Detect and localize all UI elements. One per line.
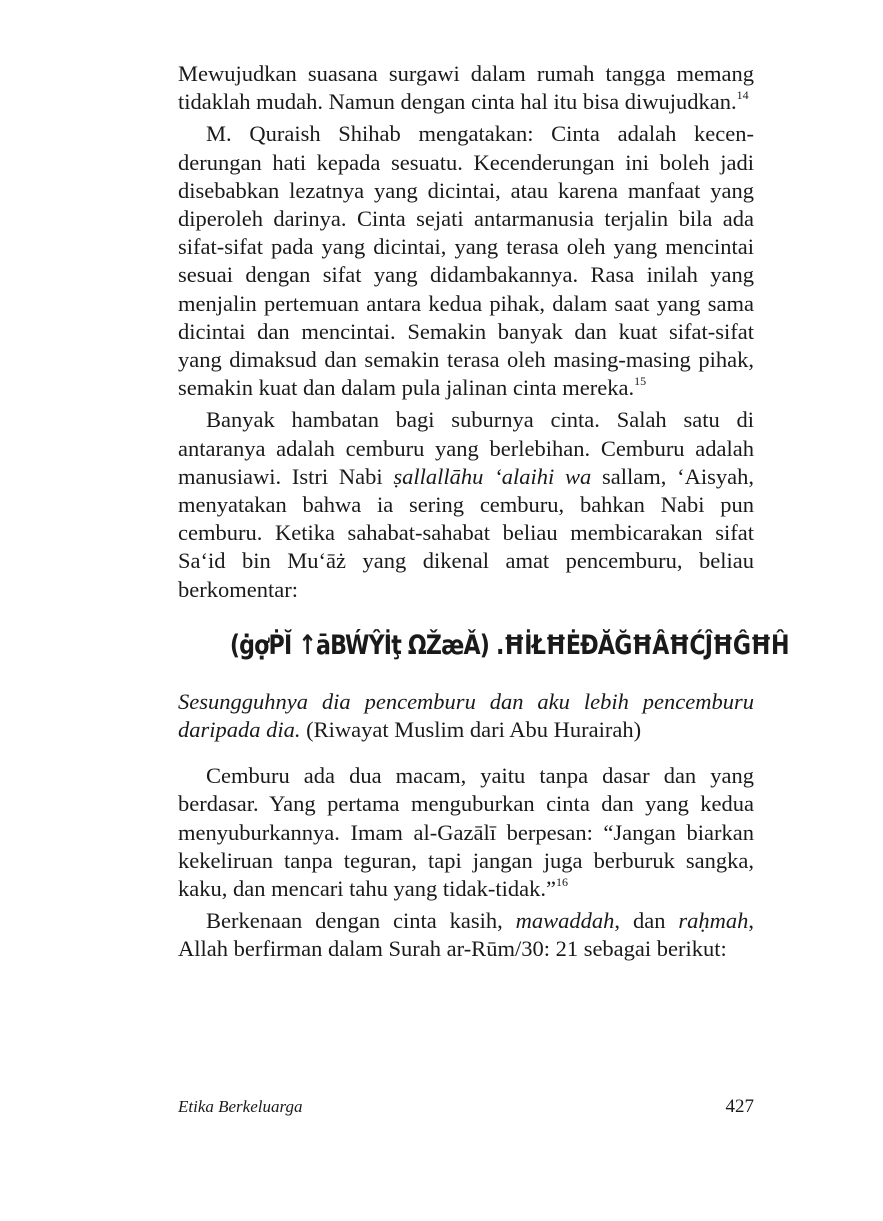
page-footer: [178, 1096, 754, 1118]
italic-term: raḥmah: [678, 908, 749, 934]
page-body: [178, 60, 789, 964]
footnote-marker: 16: [556, 874, 568, 889]
paragraph-text: M. Quraish Shihab mengatakan: Cinta adalah kecenderungan hati kepada sesuatu. Kecenderungan ini boleh jadi disebabkan lezatnya yang dicintai, atau karena manfaat yang diperoleh darinya. Cinta sejati antarmanusia terjalin bila ada sifat-sifat pada yang dicintai, yang terasa oleh yang mencintai sesuai dengan sifat yang didambakannya. Rasa inilah yang menjalin pertemuan antara kedua pihak, dalam saat yang sama dicintai dan mencintai. Semakin banyak dan kuat sifat-sifat yang dimaksud dan semakin terasa oleh masing-masing pihak, semakin kuat dan dalam pula jalinan cinta mereka.: [178, 121, 754, 401]
paragraph-text: , Allah berfirman dalam Surah ar-Rūm/30: 21 sebagai berikut:: [178, 908, 754, 962]
paragraph-p2: [178, 120, 754, 402]
paragraph-p5: [178, 907, 754, 963]
paragraphs-after-quote: [178, 762, 754, 963]
translation-italic: Sesungguhnya dia pencemburu dan aku lebih pencemburu daripada dia.: [178, 688, 754, 743]
paragraph-text: sallam, ‘Aisyah, menyatakan bahwa ia sering cemburu, bahkan Nabi pun cemburu. Ketika sahabat-sahabat beliau membicarakan sifat Sa‘id bin Mu‘āż yang dikenal amat pencemburu, beliau berkomentar:: [178, 463, 755, 602]
footnote-marker: 15: [634, 373, 647, 388]
paragraph-text: Mewujudkan suasana surgawi dalam rumah tangga memang tidaklah mudah. Namun dengan cinta hal itu bisa diwujudkan.: [178, 61, 754, 115]
hadith-translation: [178, 688, 754, 744]
paragraphs-before-quote: [178, 60, 754, 604]
translation-source: (Riwayat Muslim dari Abu Hurairah): [300, 717, 642, 743]
running-title: Etika Berkeluarga: [178, 1097, 303, 1116]
footnote-marker: 14: [736, 87, 749, 102]
paragraph-text: , dan: [614, 908, 679, 934]
paragraph-p3: [178, 406, 754, 603]
paragraph-p1: [178, 60, 754, 116]
paragraph-text: Banyak hambatan bagi suburnya cinta. Salah satu di antaranya adalah cemburu yang berlebihan. Cemburu adalah manusiawi. Istri Nabi: [178, 407, 754, 489]
italic-term: mawaddah: [515, 908, 615, 934]
paragraph-p4: [178, 762, 754, 903]
arabic-hadith-quote: (ġợṖĬ ↑āBẂŶİţ ΩŽæǍ) .ĦİŁĦĖÐĂĞĦÂĦĆĴĦĜĦĤ: [229, 629, 789, 661]
paragraph-text: Berkenaan dengan cinta kasih,: [206, 908, 516, 934]
page-number: 427: [725, 1096, 754, 1117]
paragraph-text: Cemburu ada dua macam, yaitu tanpa dasar dan yang berdasar. Yang pertama menguburkan cinta dan yang kedua menyuburkannya. Imam al-Gazālī berpesan: “Jangan biarkan kekeliruan tanpa teguran, tapi jangan juga berburuk sangka, kaku, dan mencari tahu yang tidak-tidak.”: [178, 763, 754, 902]
italic-term: ṣallallāhu ‘alaihi wa: [393, 463, 592, 489]
